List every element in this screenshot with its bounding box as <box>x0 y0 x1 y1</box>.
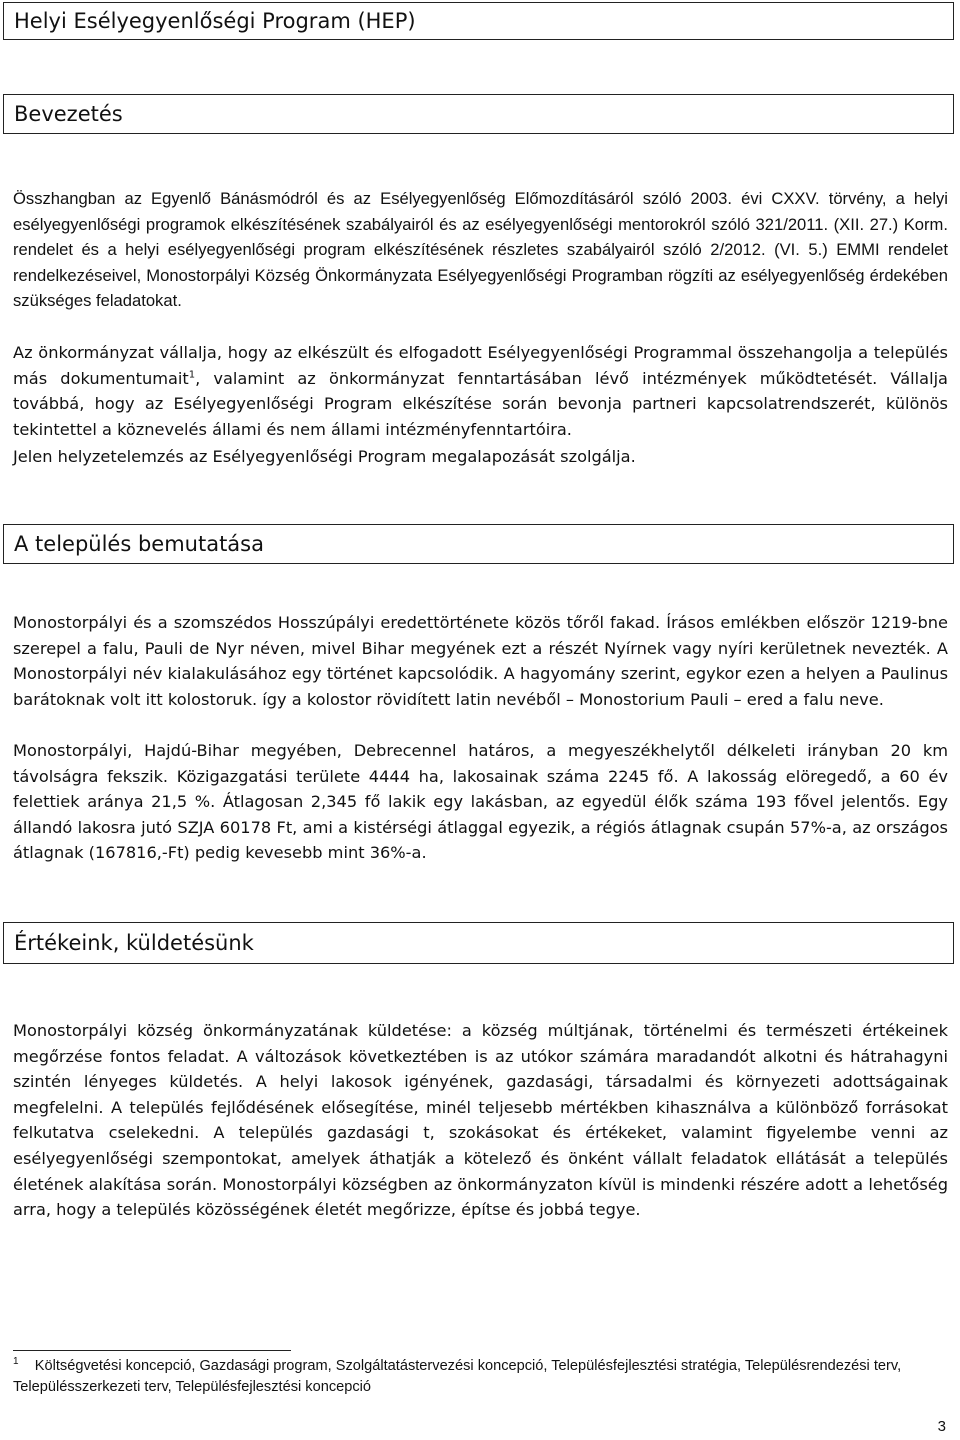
values-paragraph-1: Monostorpályi község önkormányzatának küldetése: a község múltjának, történelmi és természeti értékeinek megőrzése fontos feladat. A változások következtében is az utókor számára maradandót alkotni és hátrahagyni szintén lényeges küldetés. A helyi lakosok igényének, gazdasági, társadalmi és környezeti adottságainak megfelelni. A település fejlődésének elősegítése, minél teljesebb mértékben kihasználva a különböző forrásokat felkutatva cselekedni. A település gazdasági t, szokásokat és értékeket, valamint figyelembe venni az esélyegyenlőségi szempontokat, amelyek áthatják a kötelező és önként vállalt feladatok ellátását a település életének alakítása során. Monostorpályi községben az önkormányzaton kívül is mindenki részére adott a lehetőség arra, hogy a település közösségének életét megőrizze, építse és jobbá tegye. <box>13 1021 948 1220</box>
footnote-text: Költségvetési koncepció, Gazdasági program, Szolgáltatástervezési koncepció, Településfejlesztési stratégia, Településrendezési terv, Településszerkezeti terv, Településfejlesztési koncepció <box>13 1358 902 1395</box>
document-title-box <box>3 2 954 40</box>
footnote <box>13 1356 953 1398</box>
footnote-divider <box>13 1350 291 1351</box>
page-number: 3 <box>937 1418 946 1435</box>
document-title: Helyi Esélyegyenlőségi Program (HEP) <box>14 9 416 33</box>
intro-paragraph-2-text-a: Az önkormányzat vállalja, hogy az elkészült és elfogadott Esélyegyenlőségi Programmal összehangolja a település más dokumentumait <box>13 343 948 388</box>
section-heading-values: Értékeink, küldetésünk <box>14 931 254 955</box>
intro-paragraph-3: Jelen helyzetelemzés az Esélyegyenlőségi Program megalapozását szolgálja. <box>13 447 636 466</box>
section-heading-box <box>3 524 954 564</box>
section-heading-box <box>3 94 954 134</box>
settlement-paragraph-2: Monostorpályi, Hajdú-Bihar megyében, Debrecennel határos, a megyeszékhelytől délkeleti irányban 20 km távolságra fekszik. Közigazgatási területe 4444 ha, lakosainak száma 2245 fő. A lakosság elöregedő, a 60 év felettiek aránya 21,5 %. Átlagosan 2,345 fő lakik egy lakásban, az egyedül élők száma 193 fővel jelentős. Egy állandó lakosra jutó SZJA 60178 Ft, ami a kistérségi átlaggal egyezik, a régiós átlagnak csupán 57%-a, az országos átlagnak (167816,-Ft) pedig kevesebb mint 36%-a. <box>13 741 948 863</box>
footnote-reference: 1 <box>188 369 196 381</box>
settlement-paragraph-1: Monostorpályi és a szomszédos Hosszúpályi eredettörténete közös tőről fakad. Írásos emlékben először 1219-bne szerepel a falu, Pauli de Nyr néven, mivel Bihar megyének ezt a részét Nyírnek vagy nyíri kerületnek nevezték. A Monostorpályi név kialakulásához egy történet kapcsolódik. A hagyomány szerint, egykor ezen a helyen a Paulinus barátoknak volt itt kolostoruk. így a kolostor rövidített latin nevéből – Monostorium Pauli – ered a falu neve. <box>13 613 948 709</box>
footnote-marker: 1 <box>13 1356 19 1368</box>
section-heading-box <box>3 922 954 964</box>
section-heading-introduction: Bevezetés <box>14 102 123 126</box>
intro-paragraph-1: Összhangban az Egyenlő Bánásmódról és az Esélyegyenlőség Előmozdításáról szóló 2003. évi CXXV. törvény, a helyi esélyegyenlőségi programok elkészítésének szabályairól és az esélyegyenlőségi mentorokról szóló 321/2011. (XII. 27.) Korm. rendelet és a helyi esélyegyenlőségi program elkészítésének részletes szabályairól szóló 2/2012. (VI. 5.) EMMI rendelet rendelkezéseivel, Monostorpályi Község Önkormányzata Esélyegyenlőségi Programban rögzíti az esélyegyenlőség érdekében szükséges feladatokat. <box>13 189 948 311</box>
section-heading-settlement: A település bemutatása <box>14 532 264 556</box>
intro-paragraph-2-text-b: , valamint az önkormányzat fenntartásában lévő intézmények működtetését. Vállalja továbbá, hogy az Esélyegyenlőségi Program elkészítése során bevonja partneri kapcsolatrendszerét, különös tekintettel a köznevelés állami és nem állami intézményfenntartóira. <box>13 368 948 439</box>
intro-paragraph-2 <box>13 340 948 442</box>
